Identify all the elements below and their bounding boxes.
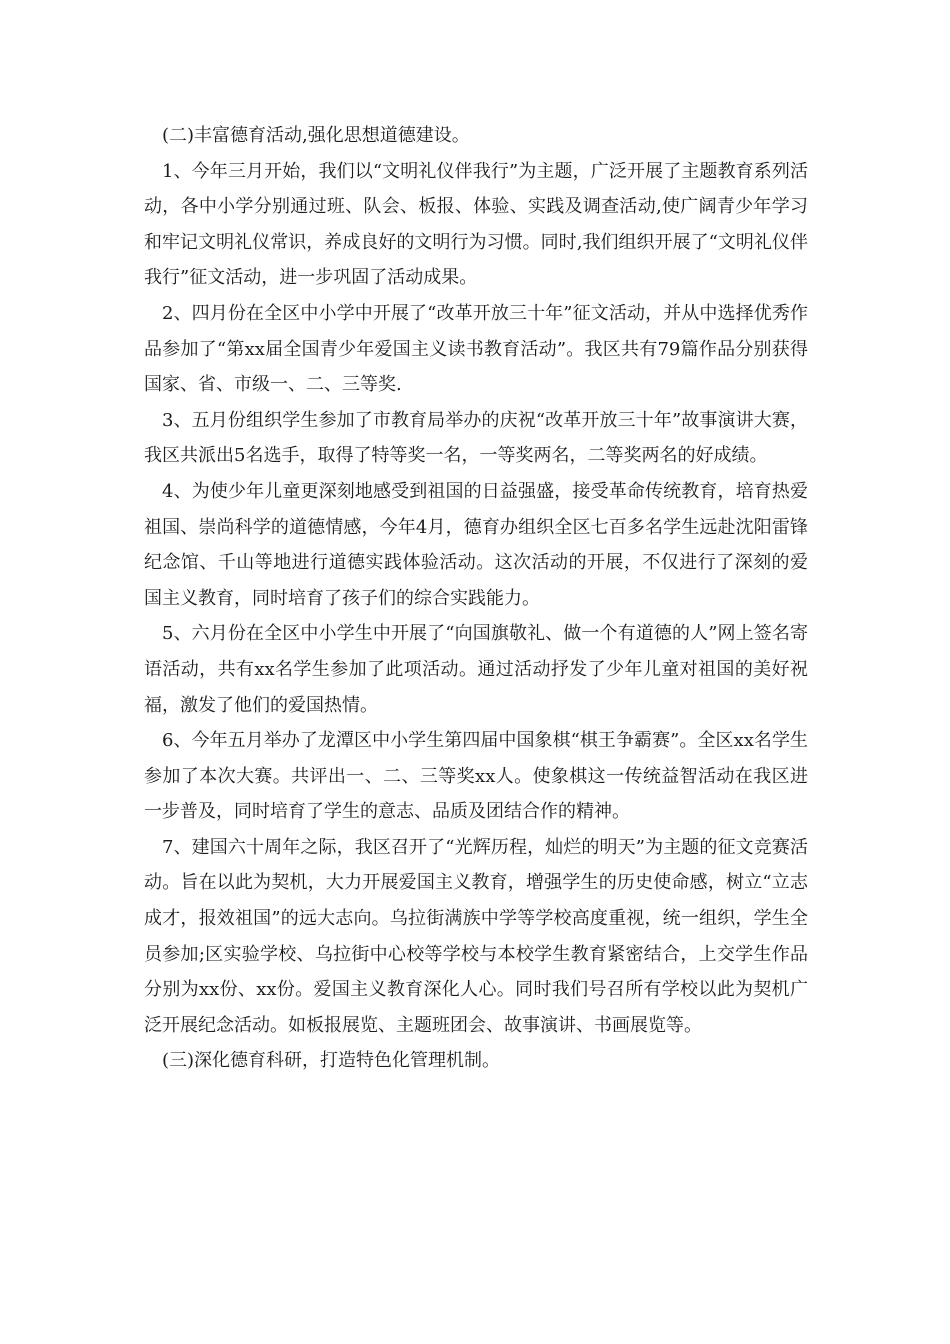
paragraph-item-3: 3、五月份组织学生参加了市教育局举办的庆祝“改革开放三十年”故事演讲大赛，我区共派出5名选手，取得了特等奖一名，一等奖两名，二等奖两名的好成绩。 (144, 409, 808, 467)
paragraph-item-6: 6、今年五月举办了龙潭区中小学生第四届中国象棋“棋王争霸赛”。全区xx名学生参加了本次大赛。共评出一、二、三等奖xx人。使象棋这一传统益智活动在我区进一步普及，同时培育了学生的意志、品质及团结合作的精神。 (144, 730, 808, 823)
document-body (144, 118, 808, 1079)
paragraph-item-7: 7、建国六十周年之际，我区召开了“光辉历程，灿烂的明天”为主题的征文竞赛活动。旨在以此为契机，大力开展爱国主义教育，增强学生的历史使命感，树立“立志成才，报效祖国”的远大志向。乌拉街满族中学等学校高度重视，统一组织，学生全员参加;区实验学校、乌拉街中心校等学校与本校学生教育紧密结合，上交学生作品分别为xx份、xx份。爱国主义教育深化人心。同时我们号召所有学校以此为契机广泛开展纪念活动。如板报展览、主题班团会、故事演讲、书画展览等。 (144, 836, 808, 1036)
section-heading-3: (三)深化德育科研，打造特色化管理机制。 (162, 1050, 501, 1072)
paragraph-item-2: 2、四月份在全区中小学中开展了“改革开放三十年”征文活动，并从中选择优秀作品参加了“第xx届全国青少年爱国主义读书教育活动”。我区共有79篇作品分别获得国家、省、市级一、二、三等奖. (144, 302, 808, 396)
section-heading-2: (二)丰富德育活动,强化思想道德建设。 (162, 125, 470, 146)
paragraph-item-4: 4、为使少年儿童更深刻地感受到祖国的日益强盛，接受革命传统教育，培育热爱祖国、崇尚科学的道德情感，今年4月，德育办组织全区七百多名学生远赴沈阳雷锋纪念馆、千山等地进行道德实践体验活动。这次活动的开展，不仅进行了深刻的爱国主义教育，同时培育了孩子们的综合实践能力。 (144, 480, 808, 609)
paragraph-item-5: 5、六月份在全区中小学生中开展了“向国旗敬礼、做一个有道德的人”网上签名寄语活动，共有xx名学生参加了此项活动。通过活动抒发了少年儿童对祖国的美好祝福，激发了他们的爱国热情。 (144, 623, 808, 716)
paragraph-item-1: 1、今年三月开始，我们以“文明礼仪伴我行”为主题，广泛开展了主题教育系列活动，各中小学分别通过班、队会、板报、体验、实践及调查活动,使广阔青少年学习和牢记文明礼仪常识，养成良好的文明行为习惯。同时,我们组织开展了“文明礼仪伴我行”征文活动，进一步巩固了活动成果。 (144, 160, 808, 289)
